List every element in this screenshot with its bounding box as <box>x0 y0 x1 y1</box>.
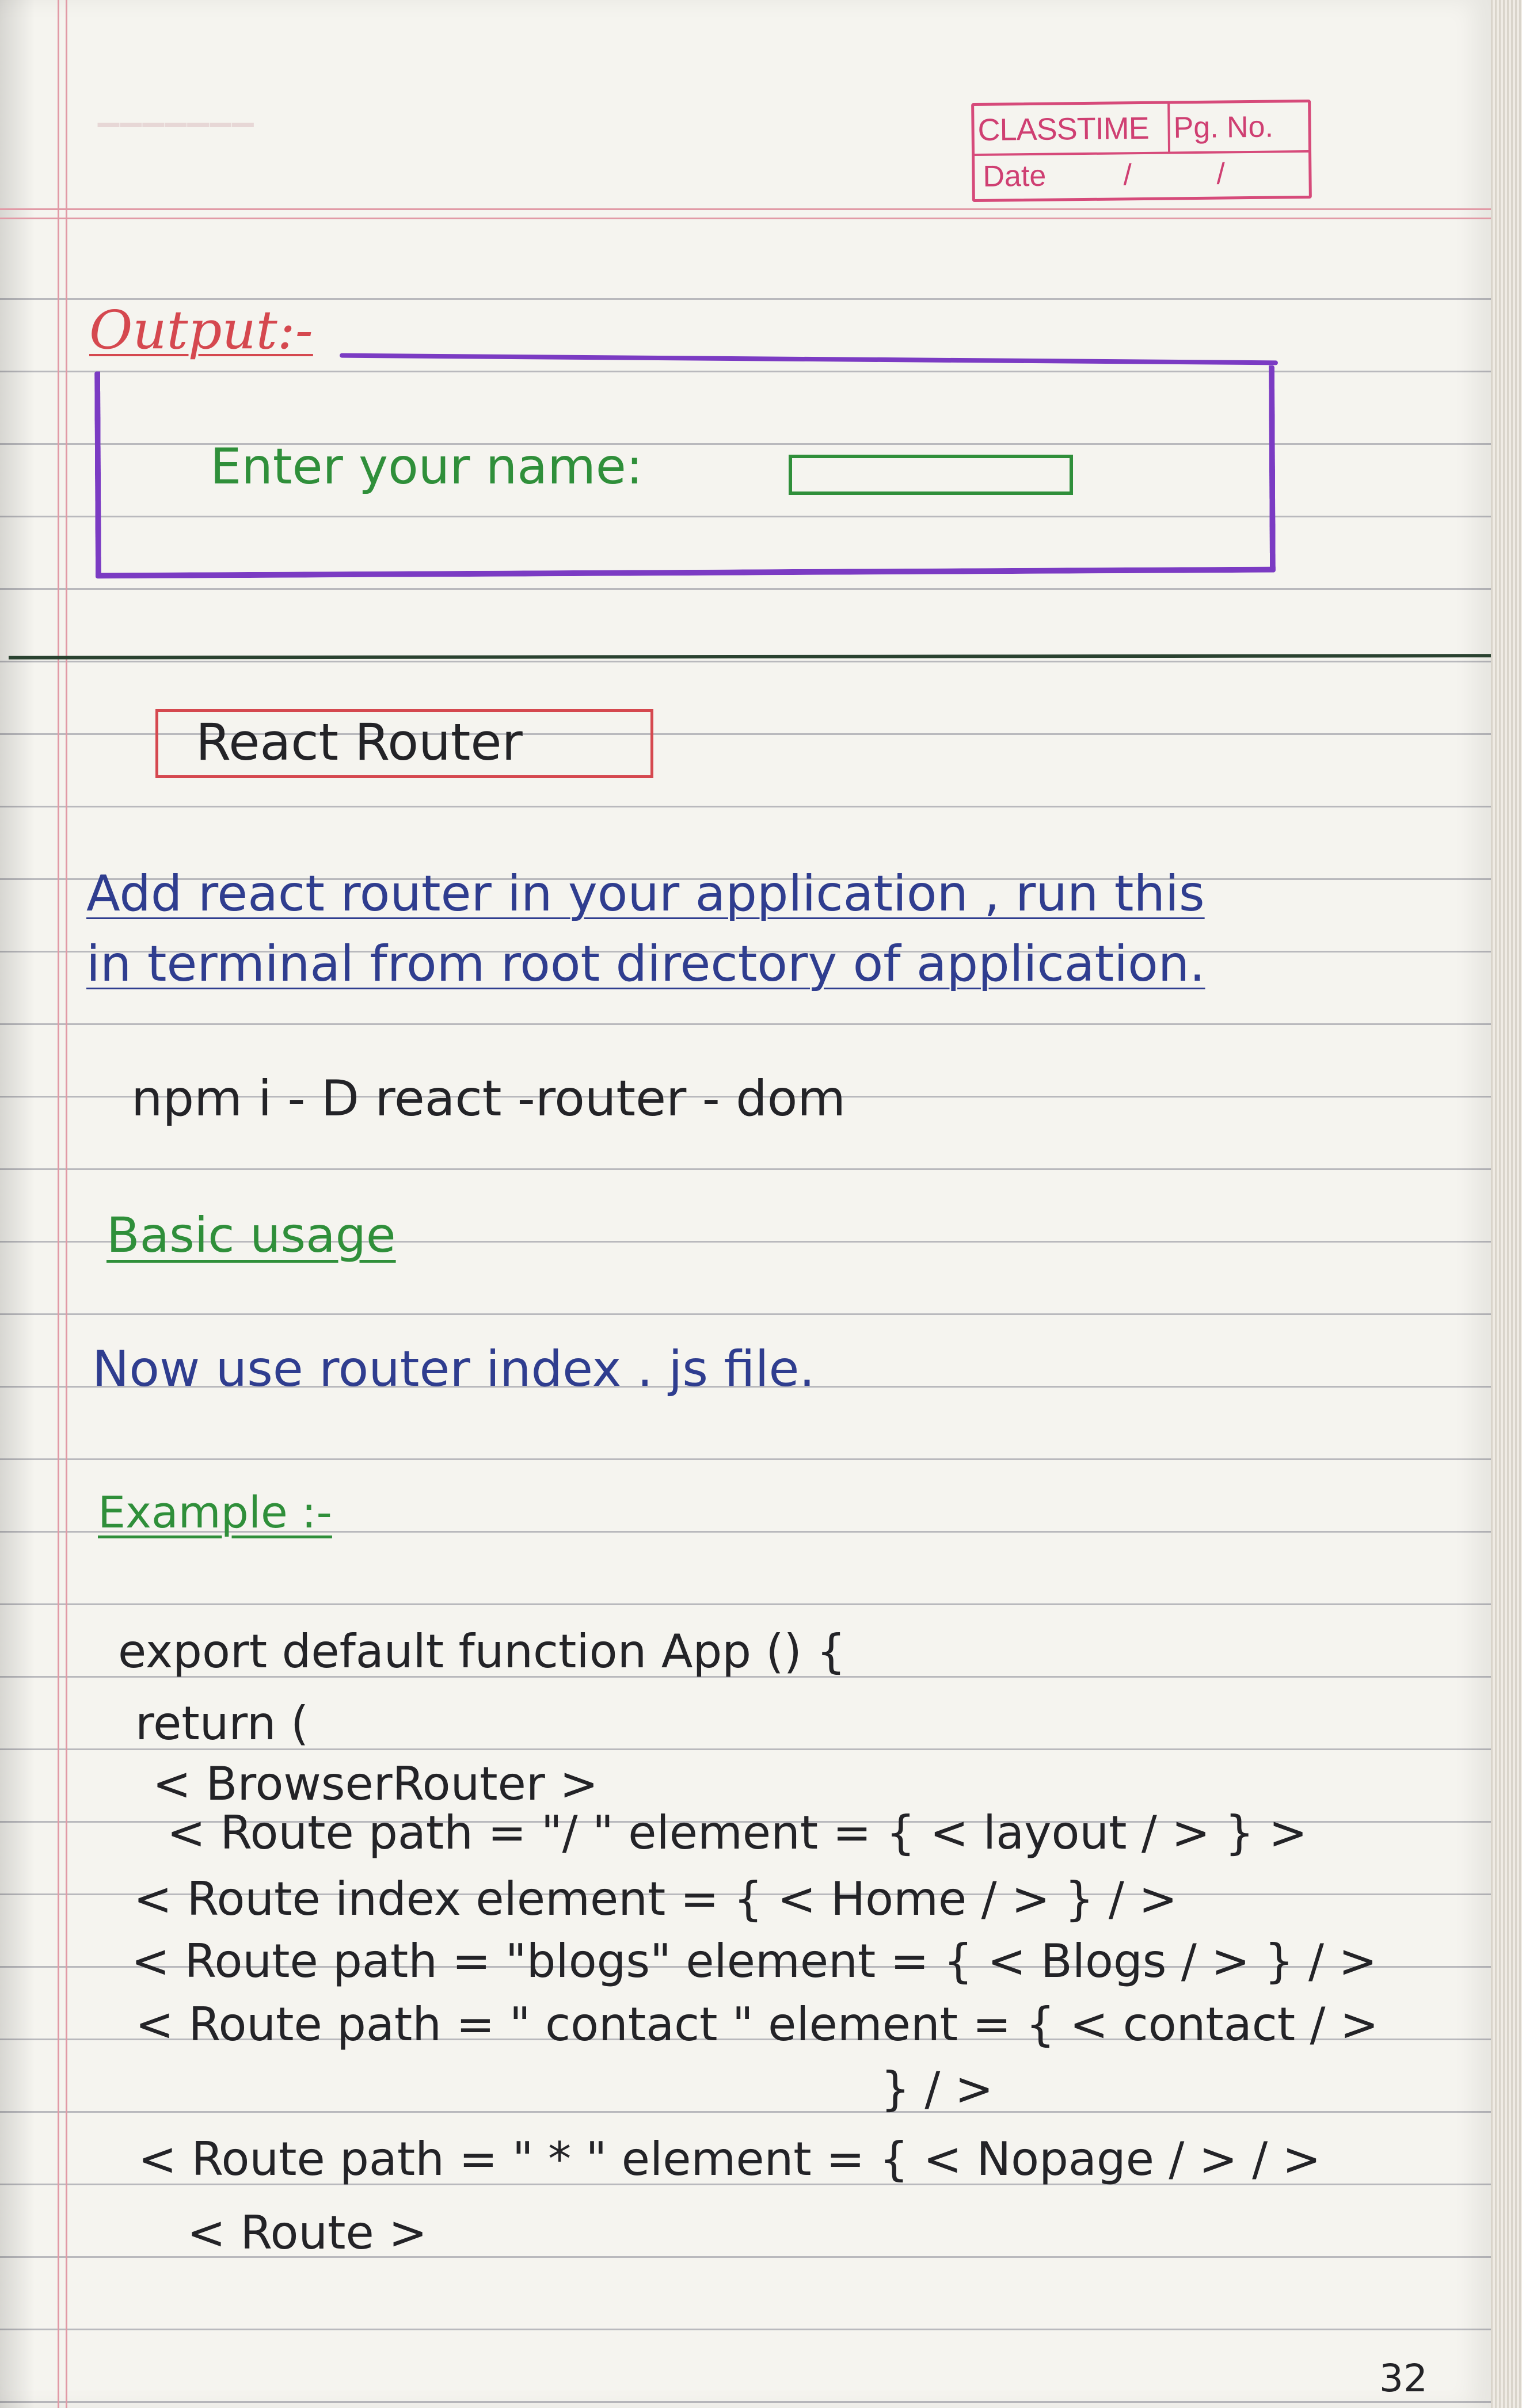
install-command: npm i - D react -router - dom <box>131 1070 846 1127</box>
date-label: Date <box>983 159 1047 193</box>
intro-line-1 <box>86 865 1205 923</box>
section-divider <box>9 654 1491 660</box>
example-heading: Example :- <box>98 1487 332 1538</box>
code-line: < Route path = "/ " element = { < layout / > } > <box>167 1806 1308 1860</box>
intro-line-2-text: in terminal from root directory of application. <box>86 935 1205 993</box>
code-line: < Route > <box>187 2206 428 2260</box>
left-margin-line <box>58 0 59 2408</box>
page-number-label: Pg. No. <box>1173 110 1274 144</box>
enter-name-prompt: Enter your name: <box>210 438 643 496</box>
code-line: < Route path = " * " element = { < Nopage / > / > <box>138 2132 1321 2186</box>
page-number: 32 <box>1379 2356 1428 2401</box>
basic-usage-heading: Basic usage <box>106 1207 396 1263</box>
page-stack-edge <box>1491 0 1522 2408</box>
date-separator: / <box>1123 158 1132 192</box>
code-line: < Route path = " contact " element = { < contact / > <box>135 1998 1379 2051</box>
output-heading: Output:- <box>89 299 313 361</box>
code-line: } / > <box>881 2062 994 2116</box>
classtime-row <box>974 102 1308 156</box>
usage-text: Now use router index . js file. <box>92 1340 815 1398</box>
name-input-drawing <box>789 455 1073 495</box>
code-line: return ( <box>135 1697 309 1750</box>
left-margin-line-inner <box>66 0 67 2408</box>
code-line: < BrowserRouter > <box>153 1757 599 1811</box>
bleed-through-text: ▁▁▁▁▁▁▁ <box>98 96 255 127</box>
top-margin-line <box>0 208 1491 210</box>
date-row <box>975 150 1309 200</box>
output-box-top-border <box>340 353 1278 365</box>
code-line: < Route path = "blogs" element = { < Blogs / > } / > <box>131 1934 1378 1988</box>
code-line: export default function App () { <box>118 1625 846 1678</box>
classtime-brand: CLASSTIME <box>977 104 1170 153</box>
classtime-header-box <box>971 100 1312 202</box>
binding-shadow <box>0 0 35 2408</box>
intro-line-2 <box>86 935 1205 993</box>
code-line: < Route index element = { < Home / > } / > <box>134 1872 1178 1926</box>
top-margin-line-inner <box>0 218 1491 219</box>
intro-line-1-text: Add react router in your application , run this <box>86 865 1205 923</box>
section-title: React Router <box>196 713 523 772</box>
date-separator: / <box>1216 157 1226 191</box>
